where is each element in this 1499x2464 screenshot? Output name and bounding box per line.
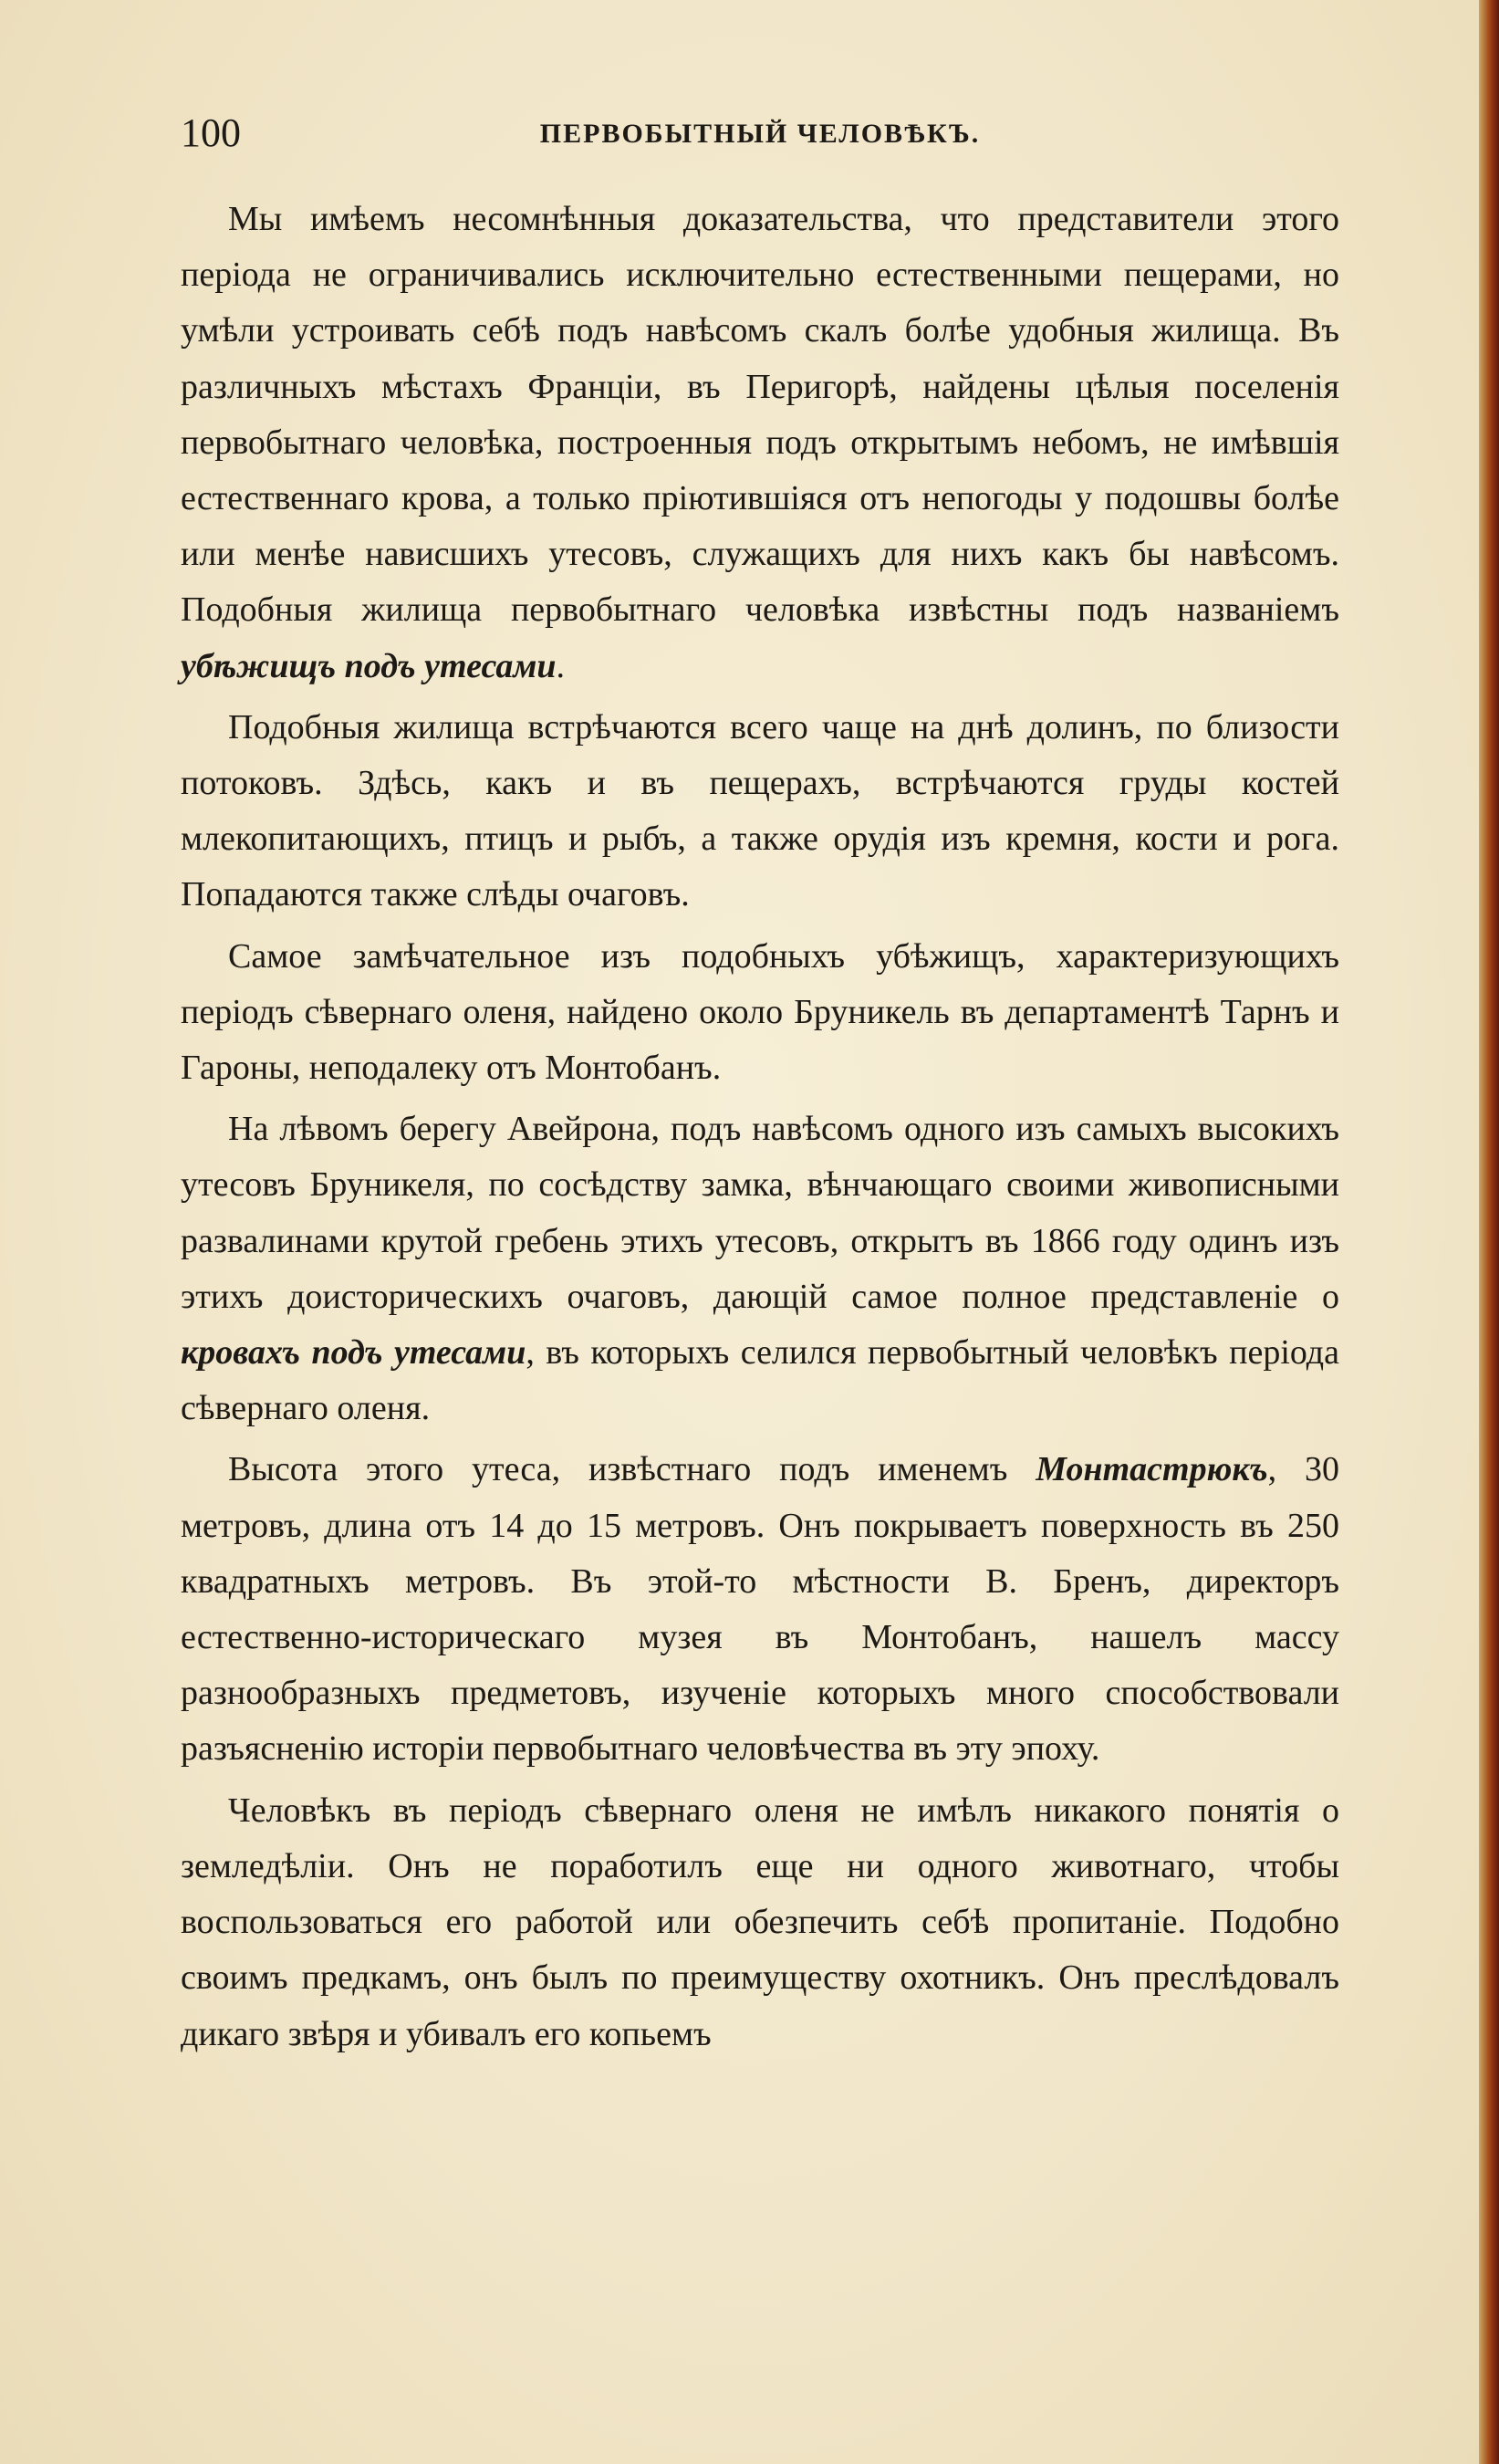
page-number: 100	[181, 110, 241, 155]
emphasized-term: кровахъ подъ утесами	[181, 1333, 526, 1373]
page-header	[181, 110, 1339, 164]
paragraph: Высота этого утеса, извѣстнаго подъ именемъ Монтастрюкъ, 30 метровъ, длина отъ 14 до 15 метровъ. Онъ покрываетъ поверхность въ 250 квадратныхъ метровъ. Въ этой-то мѣстности В. Бренъ, директоръ естественно-историческаго музея въ Монтобанъ, нашелъ массу разнообразныхъ предметовъ, изученіе которыхъ много способствовали разъясненію исторіи первобытнаго человѣчества въ эту эпоху.	[181, 1450, 1339, 1769]
paragraph: Самое замѣчательное изъ подобныхъ убѣжищъ, характеризующихъ періодъ сѣвернаго оленя, найдено около Бруникель въ департаментѣ Тарнъ и Гароны, неподалеку отъ Монтобанъ.	[181, 936, 1339, 1088]
paragraph: На лѣвомъ берегу Авейрона, подъ навѣсомъ одного изъ самыхъ высокихъ утесовъ Бруникеля, по сосѣдству замка, вѣнчающаго своими живописными развалинами крутой гребень этихъ утесовъ, открытъ въ 1866 году одинъ изъ этихъ доисторическихъ очаговъ, дающій самое полное представленіе о кровахъ подъ утесами, въ которыхъ селился первобытный человѣкъ періода сѣвернаго оленя.	[181, 1110, 1339, 1428]
running-title: ПЕРВОБЫТНЫЙ ЧЕЛОВѢКЪ.	[539, 119, 981, 149]
emphasized-term: убѣжищъ подъ утесами	[181, 646, 557, 685]
body-text	[181, 192, 1339, 2068]
paragraph: Человѣкъ въ періодъ сѣвернаго оленя не имѣлъ никакого понятія о земледѣліи. Онъ не поработилъ еще ни одного животнаго, чтобы воспользоваться его работой или обезпечить себѣ пропитаніе. Подобно своимъ предкамъ, онъ былъ по преимуществу охотникъ. Онъ преслѣдовалъ дикаго звѣря и убивалъ его копьемъ	[181, 1791, 1339, 2053]
paragraph: Подобныя жилища встрѣчаются всего чаще на днѣ долинъ, по близости потоковъ. Здѣсь, какъ и въ пещерахъ, встрѣчаются груды костей млекопитающихъ, птицъ и рыбъ, а также орудія изъ кремня, кости и рога. Попадаются также слѣды очаговъ.	[181, 707, 1339, 914]
paragraph: Мы имѣемъ несомнѣнныя доказательства, что представители этого періода не ограничивались исключительно естественными пещерами, но умѣли устроивать себѣ подъ навѣсомъ скалъ болѣе удобныя жилища. Въ различныхъ мѣстахъ Франціи, въ Перигорѣ, найдены цѣлыя поселенія первобытнаго человѣка, построенныя подъ открытымъ небомъ, не имѣвшія естественнаго крова, а только пріютившіяся отъ непогоды у подошвы болѣе или менѣе нависшихъ утесовъ, служащихъ для нихъ какъ бы навѣсомъ. Подобныя жилища первобытнаго человѣка извѣстны подъ названіемъ убѣжищъ подъ утесами.	[181, 200, 1339, 685]
page-edge	[1479, 0, 1499, 2464]
emphasized-term: Монтастрюкъ	[1036, 1450, 1268, 1489]
